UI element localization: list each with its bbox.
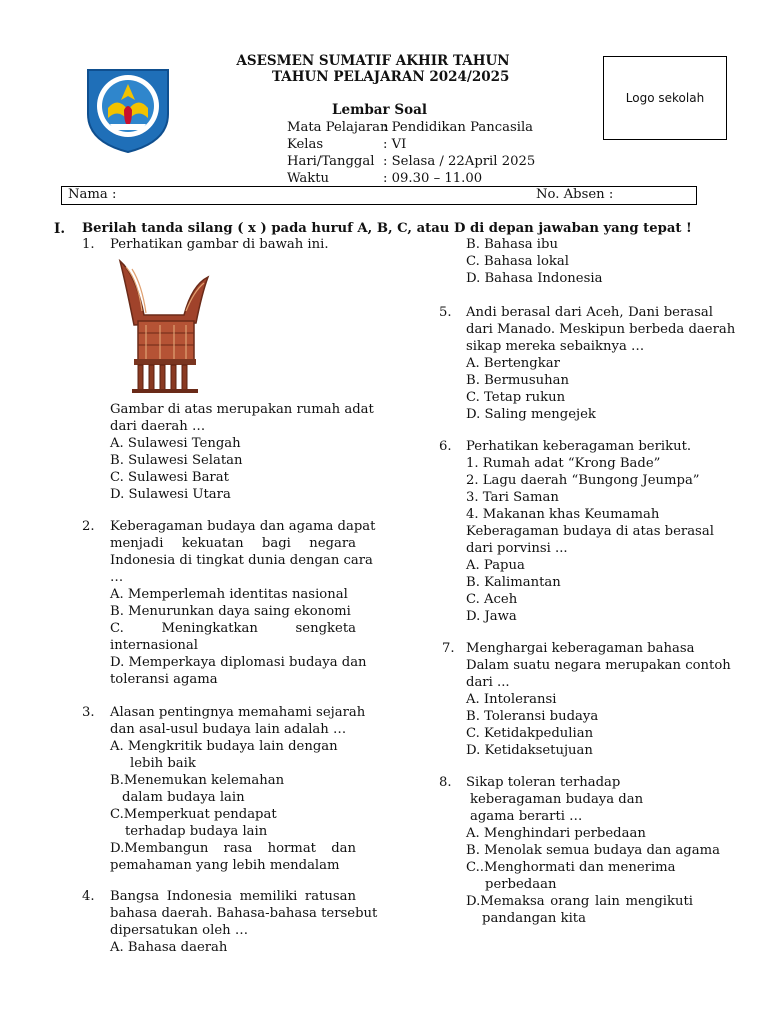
question-text: bahasa daerah. Bahasa-bahasa tersebut bbox=[110, 906, 378, 921]
question-text: Perhatikan keberagaman berikut. bbox=[466, 439, 692, 454]
option-c[interactable]: C..Menghormati dan menerima bbox=[466, 860, 676, 875]
name-label: Nama : bbox=[68, 187, 117, 202]
question-number: 7. bbox=[442, 641, 455, 656]
option-d[interactable]: D. Memperkaya diplomasi budaya dan bbox=[110, 655, 367, 670]
question-text: dari daerah … bbox=[110, 419, 206, 434]
question-text: dan asal-usul budaya lain adalah … bbox=[110, 722, 347, 737]
question-text: keberagaman budaya dan bbox=[470, 792, 644, 807]
option-d[interactable]: D.Memaksa orang lain mengikuti bbox=[466, 894, 693, 909]
option-a[interactable]: A. Mengkritik budaya lain dengan bbox=[110, 739, 338, 754]
option-b[interactable]: B. Bahasa ibu bbox=[466, 237, 558, 252]
question-text: menjadi kekuatan bagi negara bbox=[110, 536, 356, 551]
info-key: Kelas bbox=[287, 137, 324, 152]
list-item: 4. Makanan khas Keumamah bbox=[466, 507, 660, 522]
question-text: Bangsa Indonesia memiliki ratusan bbox=[110, 889, 356, 904]
question-number: 1. bbox=[82, 237, 95, 252]
question-text: … bbox=[110, 570, 124, 585]
question-text: Dalam suatu negara merupakan contoh bbox=[466, 658, 731, 673]
info-key: Waktu bbox=[287, 171, 330, 186]
option-b[interactable]: B. Sulawesi Selatan bbox=[110, 453, 243, 468]
question-text: agama berarti … bbox=[470, 809, 583, 824]
question-text: Keberagaman budaya di atas berasal bbox=[466, 524, 714, 539]
info-key: Hari/Tanggal bbox=[287, 154, 375, 169]
option-a-cont: lebih baik bbox=[130, 756, 196, 771]
option-a[interactable]: A. Bahasa daerah bbox=[110, 940, 228, 955]
option-d[interactable]: D. Ketidaksetujuan bbox=[466, 743, 593, 758]
question-text: sikap mereka sebaiknya … bbox=[466, 339, 645, 354]
option-a[interactable]: A. Memperlemah identitas nasional bbox=[110, 587, 348, 602]
question-text: dari porvinsi ... bbox=[466, 541, 568, 556]
option-d[interactable]: D. Sulawesi Utara bbox=[110, 487, 231, 502]
option-b[interactable]: B. Bermusuhan bbox=[466, 373, 569, 388]
option-b[interactable]: B. Menolak semua budaya dan agama bbox=[466, 843, 720, 858]
question-number: 2. bbox=[82, 519, 95, 534]
name-field-bar[interactable] bbox=[61, 186, 697, 205]
info-value: : 09.30 – 11.00 bbox=[383, 171, 483, 186]
school-emblem bbox=[80, 62, 176, 154]
option-a[interactable]: A. Bertengkar bbox=[466, 356, 560, 371]
option-c[interactable]: C. Tetap rukun bbox=[466, 390, 566, 405]
question-number: 5. bbox=[439, 305, 452, 320]
question-text: dari ... bbox=[466, 675, 510, 690]
option-b[interactable]: B. Toleransi budaya bbox=[466, 709, 599, 724]
option-d-cont: toleransi agama bbox=[110, 672, 218, 687]
info-value: : VI bbox=[383, 137, 407, 152]
question-number: 8. bbox=[439, 775, 452, 790]
option-b[interactable]: B.Menemukan kelemahan bbox=[110, 773, 285, 788]
option-d-cont: pemahaman yang lebih mendalam bbox=[110, 858, 340, 873]
question-text: Gambar di atas merupakan rumah adat bbox=[110, 402, 374, 417]
question-text: Andi berasal dari Aceh, Dani berasal bbox=[466, 305, 713, 320]
question-text: Indonesia di tingkat dunia dengan cara bbox=[110, 553, 373, 568]
option-a[interactable]: A. Papua bbox=[466, 558, 525, 573]
option-c-cont: terhadap budaya lain bbox=[125, 824, 268, 839]
sheet-subtitle: Lembar Soal bbox=[332, 102, 427, 118]
question-text: Sikap toleran terhadap bbox=[466, 775, 621, 790]
question-number: 4. bbox=[82, 889, 95, 904]
tongkonan-house-image bbox=[116, 255, 212, 395]
option-a[interactable]: A. Menghindari perbedaan bbox=[466, 826, 646, 841]
option-d[interactable]: D. Bahasa Indonesia bbox=[466, 271, 603, 286]
question-prompt: Perhatikan gambar di bawah ini. bbox=[110, 237, 329, 252]
section-instruction: Berilah tanda silang ( x ) pada huruf A, B, C, atau D di depan jawaban yang tepat ! bbox=[82, 221, 692, 236]
question-text: Menghargai keberagaman bahasa bbox=[466, 641, 695, 656]
question-number: 3. bbox=[82, 705, 95, 720]
option-c[interactable]: C. Ketidakpedulian bbox=[466, 726, 594, 741]
list-item: 1. Rumah adat “Krong Bade” bbox=[466, 456, 661, 471]
option-c-cont: internasional bbox=[110, 638, 198, 653]
option-c[interactable]: C. Bahasa lokal bbox=[466, 254, 569, 269]
info-key: Mata Pelajaran bbox=[287, 120, 389, 135]
list-item: 2. Lagu daerah “Bungong Jeumpa” bbox=[466, 473, 700, 488]
option-d[interactable]: D. Saling mengejek bbox=[466, 407, 596, 422]
question-number: 6. bbox=[439, 439, 452, 454]
option-c[interactable]: C. Sulawesi Barat bbox=[110, 470, 229, 485]
exam-title: ASESMEN SUMATIF AKHIR TAHUN bbox=[236, 53, 510, 69]
list-item: 3. Tari Saman bbox=[466, 490, 559, 505]
option-a[interactable]: A. Sulawesi Tengah bbox=[110, 436, 241, 451]
academic-year: TAHUN PELAJARAN 2024/2025 bbox=[272, 69, 510, 85]
option-b-cont: dalam budaya lain bbox=[122, 790, 245, 805]
school-logo-placeholder bbox=[603, 56, 727, 140]
option-b[interactable]: B. Menurunkan daya saing ekonomi bbox=[110, 604, 351, 619]
option-d[interactable]: D.Membangun rasa hormat dan bbox=[110, 841, 356, 856]
section-number: I. bbox=[54, 221, 66, 237]
option-d-cont: pandangan kita bbox=[482, 911, 586, 926]
question-text: dipersatukan oleh … bbox=[110, 923, 249, 938]
info-value: : Pendidikan Pancasila bbox=[383, 120, 534, 135]
option-a[interactable]: A. Intoleransi bbox=[466, 692, 557, 707]
question-text: Alasan pentingnya memahami sejarah bbox=[110, 705, 366, 720]
option-c[interactable]: C.Memperkuat pendapat bbox=[110, 807, 277, 822]
option-c-cont: perbedaan bbox=[485, 877, 557, 892]
question-text: dari Manado. Meskipun berbeda daerah bbox=[466, 322, 736, 337]
info-value: : Selasa / 22April 2025 bbox=[383, 154, 536, 169]
option-c[interactable]: C. Meningkatkan sengketa bbox=[110, 621, 356, 636]
option-b[interactable]: B. Kalimantan bbox=[466, 575, 561, 590]
question-text: Keberagaman budaya dan agama dapat bbox=[110, 519, 376, 534]
option-d[interactable]: D. Jawa bbox=[466, 609, 517, 624]
option-c[interactable]: C. Aceh bbox=[466, 592, 518, 607]
logo-placeholder-label: Logo sekolah bbox=[625, 91, 705, 105]
absen-label: No. Absen : bbox=[536, 187, 614, 202]
